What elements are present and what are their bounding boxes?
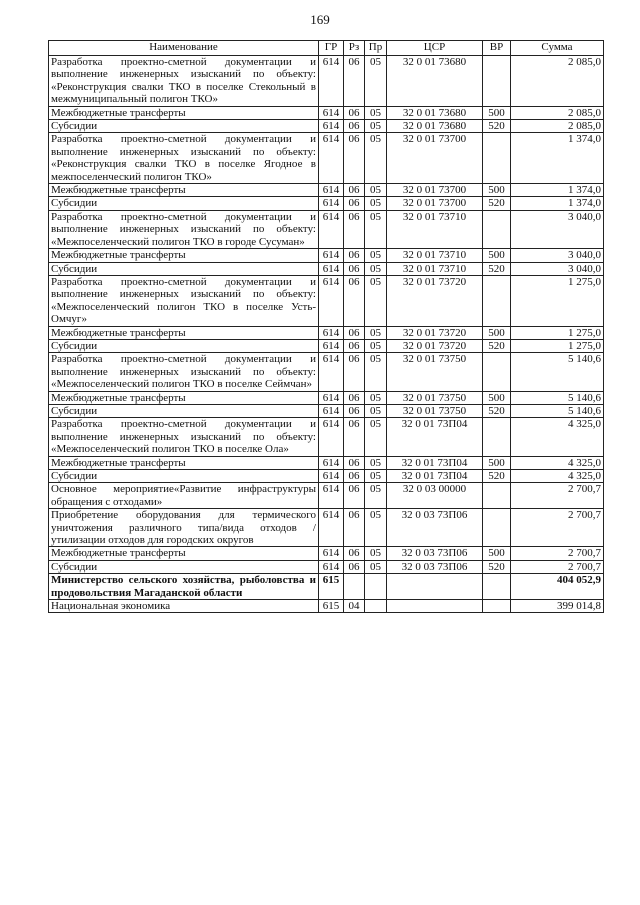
budget-table bbox=[48, 40, 604, 613]
table-row bbox=[49, 470, 604, 483]
table-body bbox=[49, 56, 604, 613]
cell-name: Субсидии bbox=[49, 470, 319, 483]
header-sum: Сумма bbox=[511, 41, 604, 56]
table-row bbox=[49, 560, 604, 573]
cell-gr: 614 bbox=[319, 262, 344, 275]
cell-pr: 05 bbox=[365, 184, 387, 197]
table-row bbox=[49, 574, 604, 600]
cell-sum: 2 085,0 bbox=[511, 106, 604, 119]
table-row bbox=[49, 391, 604, 404]
cell-pr: 05 bbox=[365, 547, 387, 560]
header-csr: ЦСР bbox=[387, 41, 483, 56]
cell-pr: 05 bbox=[365, 339, 387, 352]
table-row bbox=[49, 106, 604, 119]
cell-pr: 05 bbox=[365, 456, 387, 469]
cell-rz: 06 bbox=[344, 391, 365, 404]
table-row bbox=[49, 275, 604, 326]
cell-name: Разработка проектно-сметной документации и выполнение инженерных изысканий по объекту: «Межпоселенческий полигон ТКО в городе Сусуман» bbox=[49, 210, 319, 248]
cell-sum: 1 275,0 bbox=[511, 275, 604, 326]
cell-sum: 3 040,0 bbox=[511, 210, 604, 248]
cell-gr: 614 bbox=[319, 133, 344, 184]
cell-pr: 05 bbox=[365, 262, 387, 275]
cell-vr: 500 bbox=[483, 249, 511, 262]
cell-csr: 32 0 01 73750 bbox=[387, 353, 483, 391]
cell-name: Межбюджетные трансферты bbox=[49, 326, 319, 339]
cell-sum: 5 140,6 bbox=[511, 353, 604, 391]
cell-sum: 3 040,0 bbox=[511, 262, 604, 275]
cell-pr: 05 bbox=[365, 353, 387, 391]
cell-name: Министерство сельского хозяйства, рыболовства и продовольствия Магаданской области bbox=[49, 574, 319, 600]
cell-gr: 614 bbox=[319, 547, 344, 560]
cell-rz: 06 bbox=[344, 483, 365, 509]
cell-pr: 05 bbox=[365, 197, 387, 210]
table-row bbox=[49, 339, 604, 352]
cell-sum: 5 140,6 bbox=[511, 391, 604, 404]
cell-vr bbox=[483, 483, 511, 509]
cell-sum: 1 374,0 bbox=[511, 184, 604, 197]
cell-vr: 500 bbox=[483, 106, 511, 119]
cell-rz: 06 bbox=[344, 106, 365, 119]
cell-rz: 06 bbox=[344, 262, 365, 275]
cell-sum: 1 374,0 bbox=[511, 197, 604, 210]
cell-gr: 614 bbox=[319, 391, 344, 404]
cell-vr: 500 bbox=[483, 391, 511, 404]
cell-csr: 32 0 01 73720 bbox=[387, 275, 483, 326]
cell-pr: 05 bbox=[365, 120, 387, 133]
cell-rz: 06 bbox=[344, 353, 365, 391]
cell-gr: 614 bbox=[319, 483, 344, 509]
cell-pr: 05 bbox=[365, 483, 387, 509]
cell-gr: 614 bbox=[319, 184, 344, 197]
header-rz: Рз bbox=[344, 41, 365, 56]
page-number: 169 bbox=[310, 12, 330, 27]
cell-name: Субсидии bbox=[49, 560, 319, 573]
table-row bbox=[49, 133, 604, 184]
cell-csr: 32 0 01 73720 bbox=[387, 326, 483, 339]
cell-gr: 614 bbox=[319, 106, 344, 119]
cell-gr: 614 bbox=[319, 560, 344, 573]
cell-csr: 32 0 01 73710 bbox=[387, 210, 483, 248]
header-row bbox=[49, 41, 604, 56]
header-name: Наименование bbox=[49, 41, 319, 56]
cell-rz: 06 bbox=[344, 547, 365, 560]
table-row bbox=[49, 509, 604, 547]
cell-csr: 32 0 01 73710 bbox=[387, 262, 483, 275]
cell-rz: 06 bbox=[344, 56, 365, 107]
cell-sum: 2 085,0 bbox=[511, 120, 604, 133]
cell-rz: 06 bbox=[344, 560, 365, 573]
cell-csr: 32 0 01 73750 bbox=[387, 404, 483, 417]
cell-vr bbox=[483, 210, 511, 248]
cell-name: Субсидии bbox=[49, 339, 319, 352]
cell-csr: 32 0 03 73П06 bbox=[387, 547, 483, 560]
cell-name: Межбюджетные трансферты bbox=[49, 249, 319, 262]
table-row bbox=[49, 600, 604, 613]
cell-pr: 05 bbox=[365, 56, 387, 107]
table-row bbox=[49, 120, 604, 133]
cell-name: Субсидии bbox=[49, 197, 319, 210]
cell-pr: 05 bbox=[365, 275, 387, 326]
table-row bbox=[49, 197, 604, 210]
cell-name: Разработка проектно-сметной документации и выполнение инженерных изысканий по объекту: «Межпоселенческий полигон ТКО в поселке Сеймчан» bbox=[49, 353, 319, 391]
cell-pr: 05 bbox=[365, 210, 387, 248]
cell-sum: 4 325,0 bbox=[511, 456, 604, 469]
cell-name: Межбюджетные трансферты bbox=[49, 456, 319, 469]
cell-gr: 614 bbox=[319, 249, 344, 262]
cell-gr: 614 bbox=[319, 456, 344, 469]
cell-csr: 32 0 01 73680 bbox=[387, 56, 483, 107]
cell-sum: 1 275,0 bbox=[511, 326, 604, 339]
cell-gr: 615 bbox=[319, 600, 344, 613]
cell-rz: 04 bbox=[344, 600, 365, 613]
cell-name: Основное мероприятие«Развитие инфраструктуры обращения с отходами» bbox=[49, 483, 319, 509]
cell-gr: 614 bbox=[319, 275, 344, 326]
cell-sum: 399 014,8 bbox=[511, 600, 604, 613]
cell-pr bbox=[365, 574, 387, 600]
cell-vr bbox=[483, 600, 511, 613]
cell-name: Субсидии bbox=[49, 120, 319, 133]
cell-rz: 06 bbox=[344, 210, 365, 248]
cell-sum: 404 052,9 bbox=[511, 574, 604, 600]
cell-vr: 500 bbox=[483, 456, 511, 469]
table-row bbox=[49, 456, 604, 469]
cell-vr bbox=[483, 509, 511, 547]
cell-gr: 614 bbox=[319, 404, 344, 417]
cell-sum: 4 325,0 bbox=[511, 470, 604, 483]
cell-gr: 614 bbox=[319, 326, 344, 339]
cell-gr: 614 bbox=[319, 197, 344, 210]
cell-sum: 1 275,0 bbox=[511, 339, 604, 352]
cell-pr: 05 bbox=[365, 133, 387, 184]
cell-csr: 32 0 01 73700 bbox=[387, 197, 483, 210]
cell-sum: 2 700,7 bbox=[511, 509, 604, 547]
cell-csr: 32 0 03 73П06 bbox=[387, 509, 483, 547]
cell-vr: 520 bbox=[483, 404, 511, 417]
cell-rz: 06 bbox=[344, 184, 365, 197]
cell-name: Национальная экономика bbox=[49, 600, 319, 613]
cell-rz: 06 bbox=[344, 339, 365, 352]
header-vr: ВР bbox=[483, 41, 511, 56]
cell-pr: 05 bbox=[365, 418, 387, 456]
header-pr: Пр bbox=[365, 41, 387, 56]
cell-csr: 32 0 01 73680 bbox=[387, 106, 483, 119]
cell-csr bbox=[387, 574, 483, 600]
cell-name: Приобретение оборудования для термического уничтожения различного типа/вида отходов /утилизации отходов для городских округов bbox=[49, 509, 319, 547]
cell-csr: 32 0 01 73720 bbox=[387, 339, 483, 352]
cell-pr: 05 bbox=[365, 249, 387, 262]
cell-gr: 614 bbox=[319, 56, 344, 107]
cell-name: Межбюджетные трансферты bbox=[49, 547, 319, 560]
cell-csr: 32 0 01 73П04 bbox=[387, 470, 483, 483]
cell-rz: 06 bbox=[344, 120, 365, 133]
cell-sum: 3 040,0 bbox=[511, 249, 604, 262]
cell-sum: 2 085,0 bbox=[511, 56, 604, 107]
cell-csr: 32 0 01 73700 bbox=[387, 133, 483, 184]
cell-pr: 05 bbox=[365, 560, 387, 573]
cell-sum: 2 700,7 bbox=[511, 560, 604, 573]
cell-vr bbox=[483, 275, 511, 326]
cell-rz: 06 bbox=[344, 197, 365, 210]
cell-rz: 06 bbox=[344, 275, 365, 326]
cell-csr: 32 0 03 73П06 bbox=[387, 560, 483, 573]
cell-gr: 614 bbox=[319, 418, 344, 456]
cell-csr: 32 0 01 73П04 bbox=[387, 418, 483, 456]
cell-rz: 06 bbox=[344, 456, 365, 469]
table-row bbox=[49, 262, 604, 275]
cell-name: Субсидии bbox=[49, 262, 319, 275]
cell-csr: 32 0 01 73700 bbox=[387, 184, 483, 197]
cell-vr: 500 bbox=[483, 547, 511, 560]
cell-gr: 614 bbox=[319, 470, 344, 483]
table-row bbox=[49, 326, 604, 339]
table-row bbox=[49, 483, 604, 509]
cell-vr bbox=[483, 574, 511, 600]
cell-name: Межбюджетные трансферты bbox=[49, 184, 319, 197]
cell-pr: 05 bbox=[365, 470, 387, 483]
cell-sum: 4 325,0 bbox=[511, 418, 604, 456]
cell-gr: 614 bbox=[319, 339, 344, 352]
cell-rz: 06 bbox=[344, 326, 365, 339]
cell-name: Субсидии bbox=[49, 404, 319, 417]
cell-vr: 520 bbox=[483, 262, 511, 275]
cell-rz: 06 bbox=[344, 133, 365, 184]
cell-csr bbox=[387, 600, 483, 613]
cell-name: Разработка проектно-сметной документации и выполнение инженерных изысканий по объекту: «Реконструкция свалки ТКО в поселке Стекольный в межмуниципальный полигон ТКО» bbox=[49, 56, 319, 107]
cell-gr: 615 bbox=[319, 574, 344, 600]
cell-pr: 05 bbox=[365, 106, 387, 119]
table-row bbox=[49, 56, 604, 107]
cell-csr: 32 0 01 73750 bbox=[387, 391, 483, 404]
cell-sum: 2 700,7 bbox=[511, 483, 604, 509]
cell-vr: 520 bbox=[483, 197, 511, 210]
cell-gr: 614 bbox=[319, 509, 344, 547]
cell-vr bbox=[483, 418, 511, 456]
cell-gr: 614 bbox=[319, 210, 344, 248]
cell-pr: 05 bbox=[365, 326, 387, 339]
cell-pr: 05 bbox=[365, 391, 387, 404]
cell-sum: 1 374,0 bbox=[511, 133, 604, 184]
cell-vr bbox=[483, 353, 511, 391]
cell-vr: 520 bbox=[483, 339, 511, 352]
header-gr: ГР bbox=[319, 41, 344, 56]
cell-rz: 06 bbox=[344, 470, 365, 483]
cell-name: Разработка проектно-сметной документации и выполнение инженерных изысканий по объекту: «Межпоселенческий полигон ТКО в поселке Ола» bbox=[49, 418, 319, 456]
cell-name: Межбюджетные трансферты bbox=[49, 391, 319, 404]
cell-vr bbox=[483, 133, 511, 184]
table-row bbox=[49, 404, 604, 417]
cell-sum: 2 700,7 bbox=[511, 547, 604, 560]
cell-vr: 520 bbox=[483, 470, 511, 483]
cell-vr: 500 bbox=[483, 184, 511, 197]
cell-name: Разработка проектно-сметной документации и выполнение инженерных изысканий по объекту: «Межпоселенческий полигон ТКО в поселке Усть-Омчуг» bbox=[49, 275, 319, 326]
table-row bbox=[49, 249, 604, 262]
cell-csr: 32 0 01 73680 bbox=[387, 120, 483, 133]
cell-rz: 06 bbox=[344, 249, 365, 262]
cell-vr bbox=[483, 56, 511, 107]
cell-rz: 06 bbox=[344, 404, 365, 417]
cell-csr: 32 0 01 73П04 bbox=[387, 456, 483, 469]
cell-vr: 520 bbox=[483, 120, 511, 133]
cell-name: Разработка проектно-сметной документации и выполнение инженерных изысканий по объекту: «Реконструкция свалки ТКО в поселке Ягодное в межпоселенческий полигон ТКО» bbox=[49, 133, 319, 184]
cell-sum: 5 140,6 bbox=[511, 404, 604, 417]
cell-pr: 05 bbox=[365, 404, 387, 417]
table-row bbox=[49, 418, 604, 456]
cell-csr: 32 0 01 73710 bbox=[387, 249, 483, 262]
cell-rz bbox=[344, 574, 365, 600]
cell-pr: 05 bbox=[365, 509, 387, 547]
table-row bbox=[49, 210, 604, 248]
cell-pr bbox=[365, 600, 387, 613]
cell-vr: 500 bbox=[483, 326, 511, 339]
cell-gr: 614 bbox=[319, 120, 344, 133]
cell-name: Межбюджетные трансферты bbox=[49, 106, 319, 119]
cell-rz: 06 bbox=[344, 418, 365, 456]
cell-rz: 06 bbox=[344, 509, 365, 547]
cell-vr: 520 bbox=[483, 560, 511, 573]
cell-csr: 32 0 03 00000 bbox=[387, 483, 483, 509]
cell-gr: 614 bbox=[319, 353, 344, 391]
table-row bbox=[49, 184, 604, 197]
table-row bbox=[49, 353, 604, 391]
table-row bbox=[49, 547, 604, 560]
